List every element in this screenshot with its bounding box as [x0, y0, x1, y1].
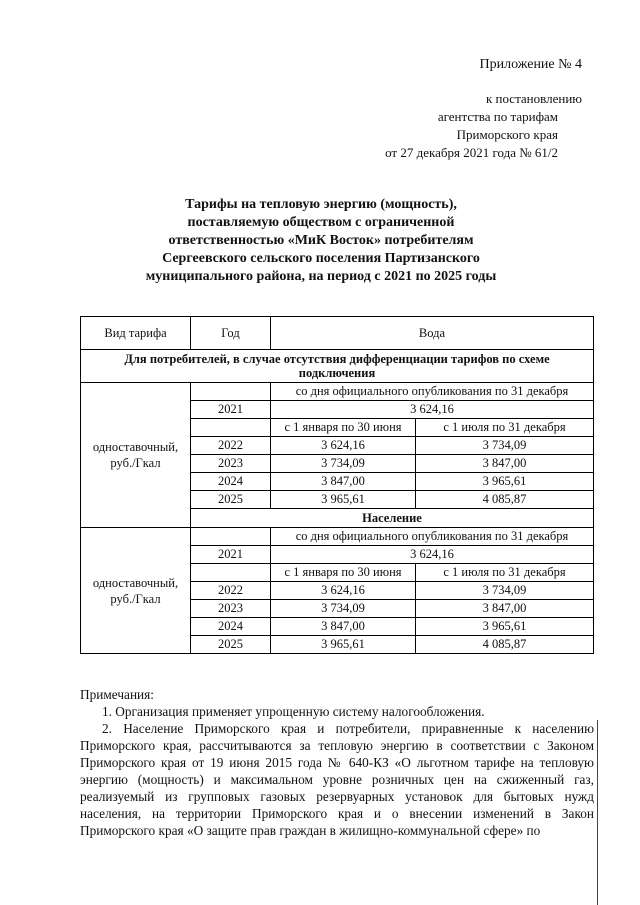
notes-block — [80, 686, 594, 839]
empty-cell — [191, 419, 271, 437]
value-cell: 4 085,87 — [416, 491, 594, 509]
value-cell: 3 965,61 — [271, 636, 416, 654]
title-line: Сергеевского сельского поселения Партизанского — [162, 251, 480, 266]
value-cell: 3 624,16 — [271, 582, 416, 600]
year-cell: 2025 — [191, 491, 271, 509]
half1-cell: с 1 января по 30 июня — [271, 564, 416, 582]
header-water: Вода — [271, 317, 594, 350]
document-title — [120, 196, 522, 286]
value-cell: 3 965,61 — [416, 618, 594, 636]
notes-heading: Примечания: — [80, 687, 154, 702]
tariff-type-cell: одноставочный, руб./Гкал — [81, 383, 191, 528]
title-line: Тарифы на тепловую энергию (мощность), — [185, 197, 457, 212]
value-cell: 3 734,09 — [271, 600, 416, 618]
section-title: Для потребителей, в случае отсутствия дифференциации тарифов по схеме подключения — [81, 350, 594, 383]
value-cell: 3 847,00 — [416, 455, 594, 473]
value-cell: 3 624,16 — [271, 401, 594, 419]
appendix-number: Приложение № 4 — [479, 57, 582, 72]
period-full-cell: со дня официального опубликования по 31 декабря — [271, 528, 594, 546]
value-cell: 3 734,09 — [416, 437, 594, 455]
year-cell: 2025 — [191, 636, 271, 654]
half2-cell: с 1 июля по 31 декабря — [416, 419, 594, 437]
value-cell: 3 847,00 — [416, 600, 594, 618]
title-line: поставляемую обществом с ограниченной — [187, 215, 455, 230]
document-header — [385, 56, 582, 162]
year-cell: 2023 — [191, 455, 271, 473]
value-cell: 3 624,16 — [271, 546, 594, 564]
page-edge-line — [597, 720, 598, 905]
value-cell: 3 965,61 — [416, 473, 594, 491]
title-line: ответственностью «МиК Восток» потребителям — [168, 233, 474, 248]
year-cell: 2021 — [191, 546, 271, 564]
header-year: Год — [191, 317, 271, 350]
year-cell: 2022 — [191, 582, 271, 600]
table-row — [81, 528, 594, 546]
value-cell: 3 965,61 — [271, 491, 416, 509]
tariff-type-cell: одноставочный, руб./Гкал — [81, 528, 191, 654]
title-line: муниципального района, на период с 2021 по 2025 годы — [145, 269, 497, 284]
header-line-4: от 27 декабря 2021 года № 61/2 — [385, 145, 558, 160]
note-item-2: 2. Население Приморского края и потребители, приравненные к населению Приморского края, рассчитываются за тепловую энергию в соответствии с Законом Приморского края от 19 июня 2015 года № 640-КЗ «О льготном тарифе на тепловую энергию (мощность) и максимальном уровне розничных цен на сжиженный газ, реализуемый из групповых газовых резервуарных установок для бытовых нужд населения, на территории Приморского края и о внесении изменений в Закон Приморского края «О защите прав граждан в жилищно-коммунальной сфере» по — [80, 721, 594, 838]
empty-cell — [191, 528, 271, 546]
empty-cell — [191, 564, 271, 582]
half2-cell: с 1 июля по 31 декабря — [416, 564, 594, 582]
year-cell: 2023 — [191, 600, 271, 618]
period-full-cell: со дня официального опубликования по 31 декабря — [271, 383, 594, 401]
empty-cell — [191, 383, 271, 401]
section-title: Население — [191, 509, 594, 528]
year-cell: 2024 — [191, 473, 271, 491]
section-title-row — [81, 350, 594, 383]
header-line-2: агентства по тарифам — [437, 109, 558, 124]
value-cell: 3 624,16 — [271, 437, 416, 455]
year-cell: 2021 — [191, 401, 271, 419]
header-line-3: Приморского края — [456, 127, 558, 142]
note-item-1: 1. Организация применяет упрощенную систему налогообложения. — [102, 704, 485, 719]
year-cell: 2024 — [191, 618, 271, 636]
table-row — [81, 383, 594, 401]
value-cell: 3 734,09 — [271, 455, 416, 473]
header-tariff-type: Вид тарифа — [81, 317, 191, 350]
value-cell: 3 734,09 — [416, 582, 594, 600]
year-cell: 2022 — [191, 437, 271, 455]
value-cell: 3 847,00 — [271, 618, 416, 636]
value-cell: 4 085,87 — [416, 636, 594, 654]
table-header-row — [81, 317, 594, 350]
half1-cell: с 1 января по 30 июня — [271, 419, 416, 437]
tariff-table — [80, 316, 594, 654]
header-line-1: к постановлению — [485, 91, 582, 106]
value-cell: 3 847,00 — [271, 473, 416, 491]
